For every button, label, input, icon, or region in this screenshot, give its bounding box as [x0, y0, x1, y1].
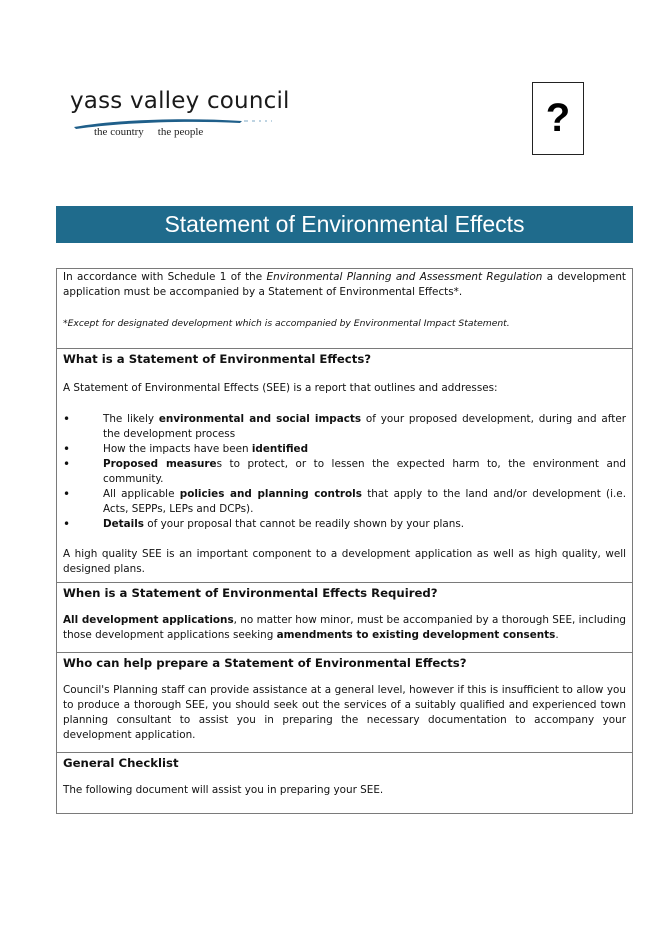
when-text-b: , no matter how minor, must be accompanied by a thorough SEE, including those development applications seeking	[63, 614, 626, 641]
when-text-d: .	[555, 629, 559, 641]
bullet-identified	[63, 442, 626, 457]
bullet-measures	[63, 457, 626, 487]
intro-paragraph	[63, 270, 626, 300]
who-section	[57, 652, 632, 752]
when-heading: When is a Statement of Environmental Effects Required?	[63, 586, 438, 600]
b5-bold: Details	[103, 518, 144, 530]
who-paragraph: Council's Planning staff can provide assistance at a general level, however if this is insufficient to allow you to produce a thorough SEE, you should seek out the services of a suitably qualified and experienced town planning consultant to assist you in preparing the necessary documentation to accompany your development application.	[63, 684, 626, 741]
what-lead: A Statement of Environmental Effects (SEE) is a report that outlines and addresses:	[63, 382, 498, 394]
intro-footnote: *Except for designated development which is accompanied by Environmental Impact Statement.	[63, 318, 510, 329]
checklist-heading: General Checklist	[63, 756, 179, 770]
b4-bold: policies and planning controls	[179, 488, 362, 500]
when-bold-a: All development applications	[63, 614, 234, 626]
tagline-people: the people	[157, 126, 204, 138]
what-closing: A high quality SEE is an important component to a development application as well as high quality, well designed plans.	[63, 548, 626, 575]
page-title: Statement of Environmental Effects	[164, 211, 525, 237]
b3-bold: Proposed measure	[103, 458, 217, 470]
council-logo-tagline	[94, 126, 217, 138]
council-logo	[70, 88, 290, 148]
intro-section	[57, 269, 632, 348]
tagline-country: the country	[94, 126, 144, 138]
intro-text-c: a development application must be accompanied by a Statement of Environmental Effects*.	[63, 271, 626, 298]
b4-text-c: that apply to the land and/or development (i.e. Acts, SEPPs, LEPs and DCPs).	[103, 488, 627, 515]
b1-bold: environmental and social impacts	[158, 413, 362, 425]
b2-bold: identified	[251, 443, 309, 455]
checklist-paragraph: The following document will assist you in preparing your SEE.	[63, 784, 384, 796]
who-heading: Who can help prepare a Statement of Environmental Effects?	[63, 656, 467, 670]
b2-text-a: How the impacts have been	[103, 443, 252, 455]
b5-text-b: of your proposal that cannot be readily shown by your plans.	[143, 518, 465, 530]
content-box	[56, 268, 633, 814]
bullet-policies	[63, 487, 626, 517]
b1-text-a: The likely	[103, 413, 159, 425]
bullet-details	[63, 517, 626, 532]
b3-text-b: s to protect, or to lessen the expected harm to, the environment and community.	[103, 458, 626, 485]
council-logo-name: yass valley council	[70, 88, 290, 114]
intro-text-a: In accordance with Schedule 1 of the	[63, 271, 267, 283]
title-banner	[56, 206, 633, 243]
when-paragraph	[63, 613, 626, 643]
what-section	[57, 348, 632, 582]
bullet-impacts	[63, 412, 626, 442]
what-bullet-list	[63, 412, 626, 532]
when-section	[57, 582, 632, 652]
when-bold-c: amendments to existing development consents	[276, 629, 556, 641]
what-heading: What is a Statement of Environmental Effects?	[63, 352, 372, 366]
question-mark-icon: ?	[532, 82, 584, 155]
b4-text-a: All applicable	[103, 488, 180, 500]
b1-text-c: of your proposed development, during and after the development process	[103, 413, 627, 440]
checklist-section	[57, 752, 632, 813]
regulation-name: Environmental Planning and Assessment Regulation	[266, 271, 543, 283]
